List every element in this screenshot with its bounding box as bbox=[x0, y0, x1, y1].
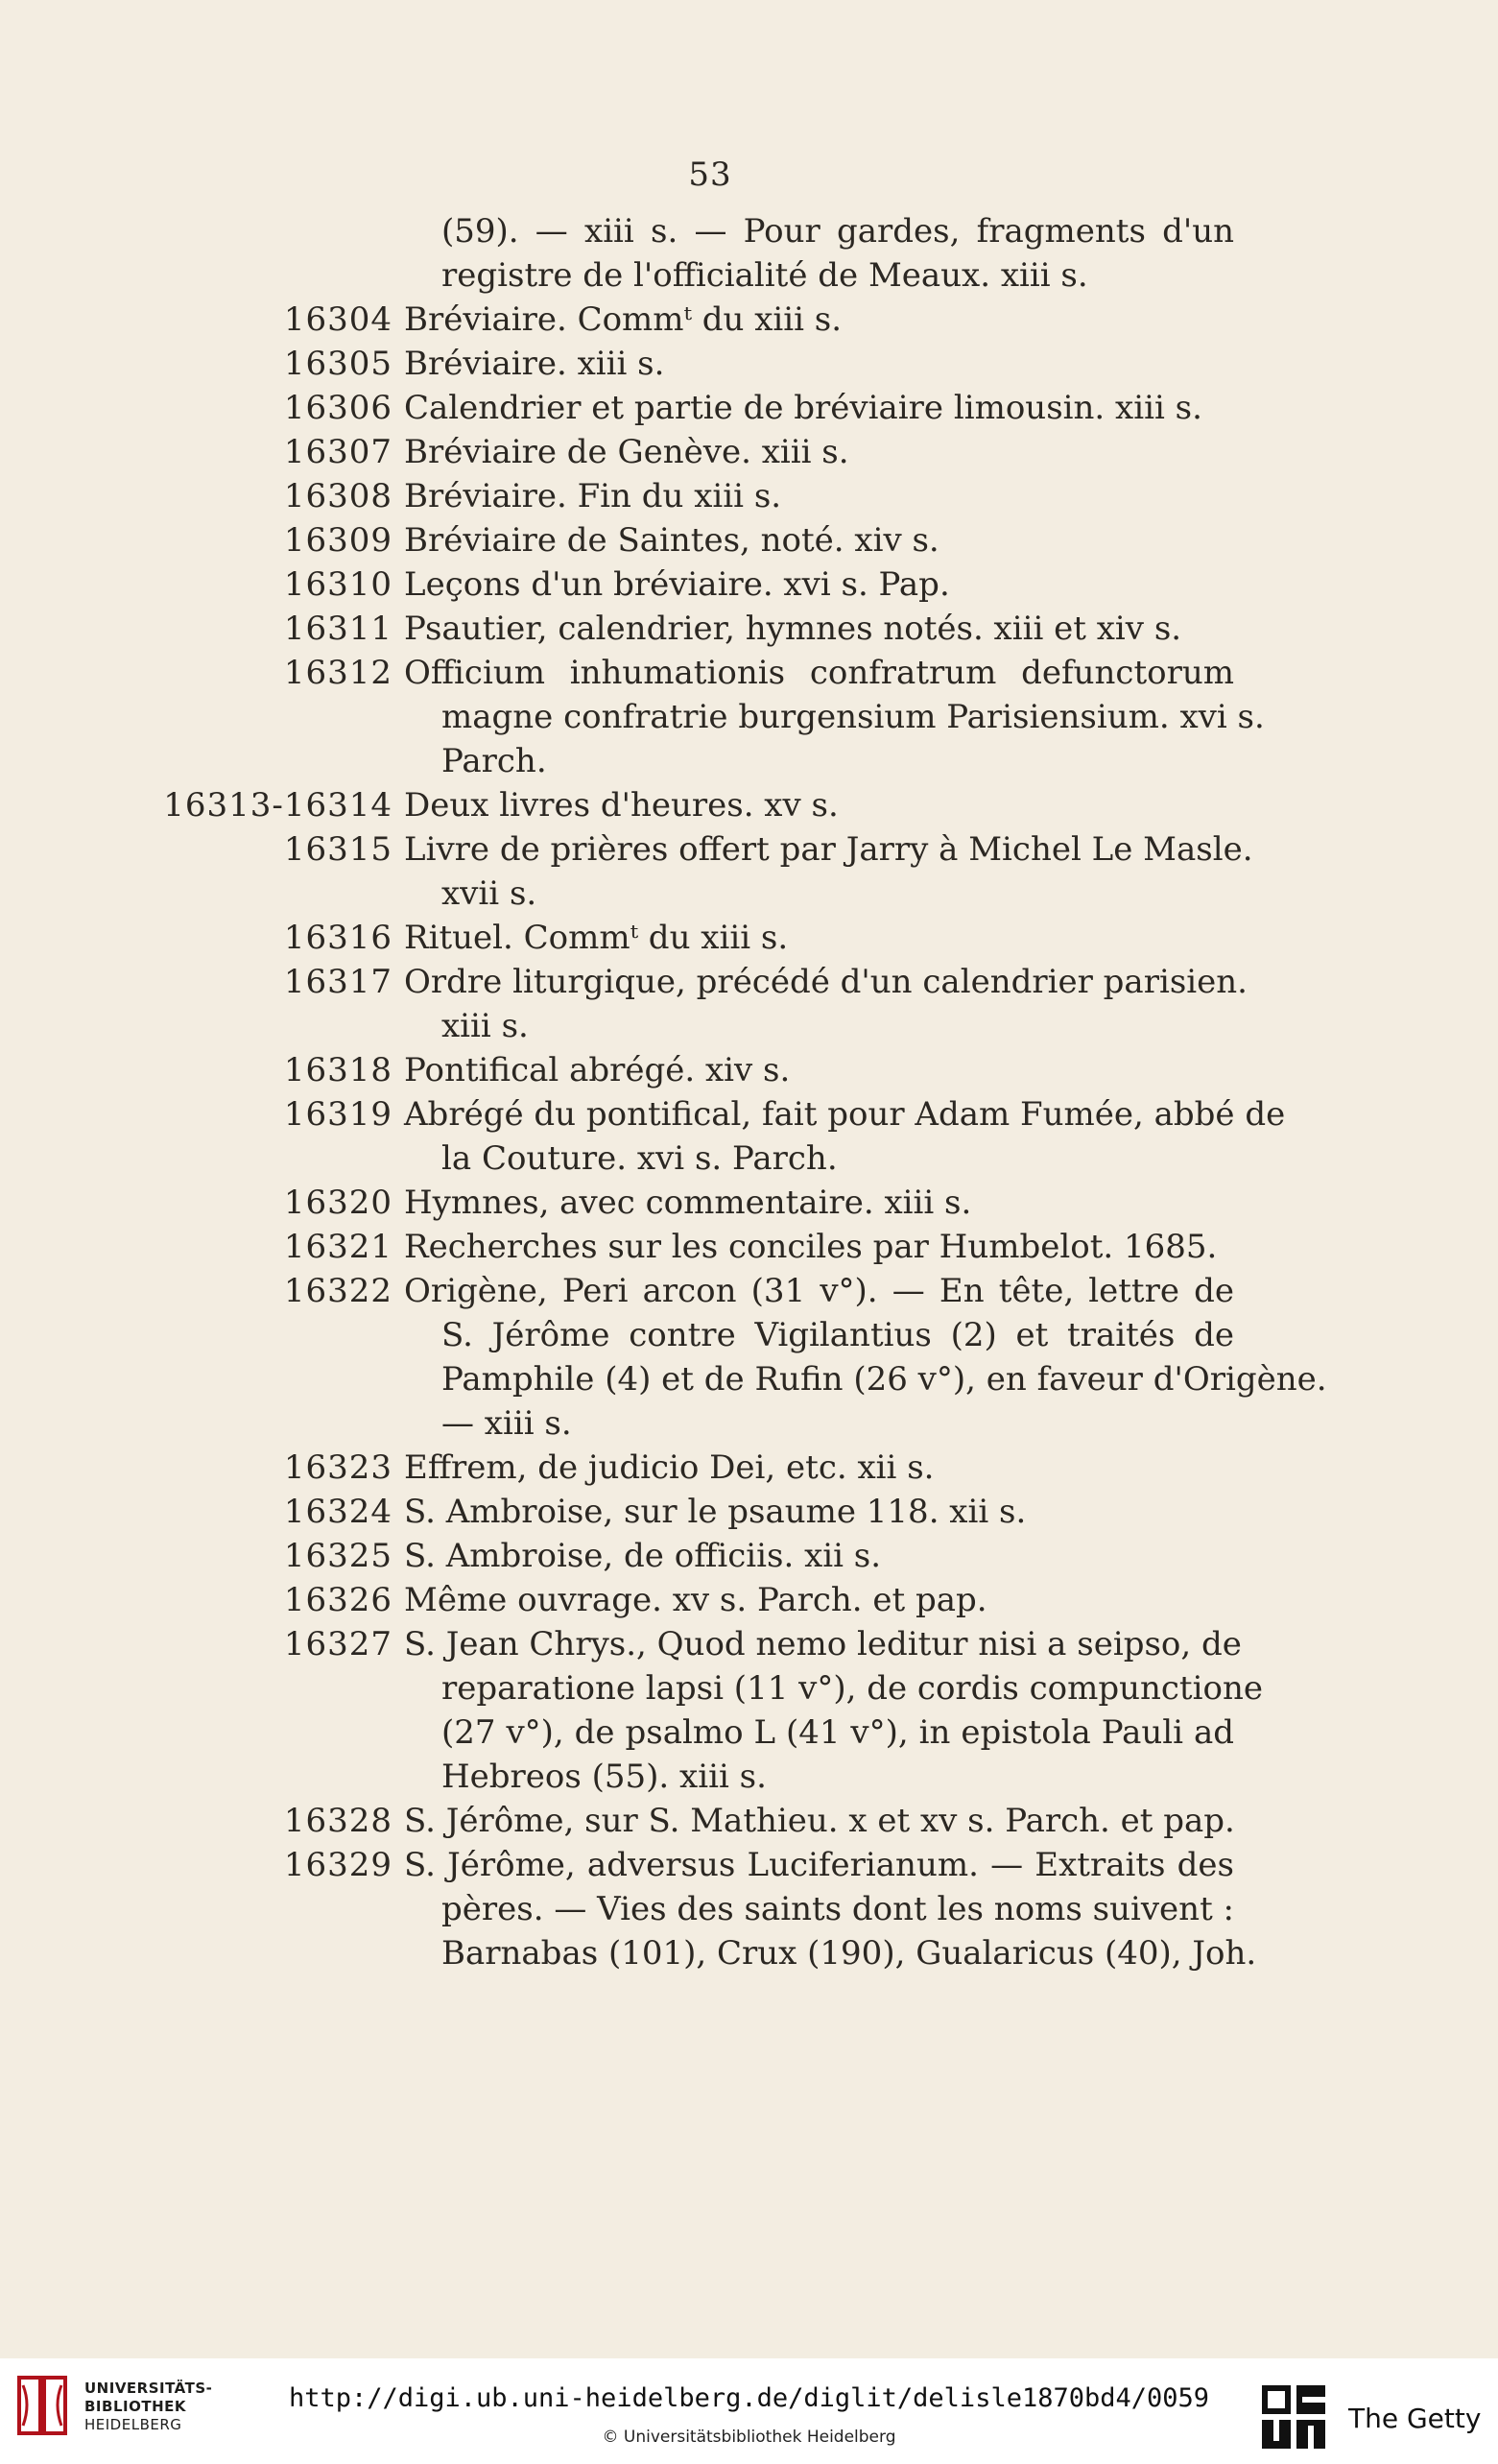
entry-number: 16320 bbox=[283, 1184, 392, 1222]
catalog-entry bbox=[0, 1048, 1498, 1092]
entry-text: Leçons d'un bréviaire. xvi s. Pap. bbox=[404, 565, 950, 604]
entry-continuation-line bbox=[0, 1004, 1498, 1048]
entry-text: pères. — Vies des saints dont les noms suivent : bbox=[441, 1890, 1234, 1928]
entry-number: 16308 bbox=[283, 477, 392, 515]
entry-number: 16325 bbox=[283, 1537, 392, 1575]
entry-number: 16304 bbox=[283, 300, 392, 339]
entry-text: S. Jérôme, adversus Luciferianum. — Extraits des bbox=[404, 1846, 1234, 1884]
catalog-entry bbox=[0, 1799, 1498, 1843]
entry-text: Ordre liturgique, précédé d'un calendrier parisien. bbox=[404, 963, 1248, 1001]
entry-number: 16309 bbox=[283, 521, 392, 560]
entry-number: 16322 bbox=[283, 1272, 392, 1310]
entry-text: Bréviaire. Fin du xiii s. bbox=[404, 477, 782, 515]
entry-text: reparatione lapsi (11 v°), de cordis compunctione bbox=[441, 1669, 1263, 1708]
entry-number: 16307 bbox=[283, 433, 392, 471]
entry-text: Hebreos (55). xiii s. bbox=[441, 1758, 767, 1796]
catalog-entry bbox=[0, 1446, 1498, 1490]
entry-number: 16326 bbox=[283, 1581, 392, 1619]
entry-text: Rituel. Commᵗ du xiii s. bbox=[404, 919, 789, 957]
catalog-entry bbox=[0, 1181, 1498, 1225]
entry-continuation-line bbox=[0, 872, 1498, 916]
copyright-notice: © Universitätsbibliothek Heidelberg bbox=[602, 2428, 896, 2447]
library-name-line2: BIBLIOTHEK bbox=[84, 2398, 186, 2415]
entry-text: Parch. bbox=[441, 742, 547, 780]
entry-text: S. Jérôme contre Vigilantius (2) et traités de bbox=[441, 1316, 1234, 1354]
entry-number: 16305 bbox=[283, 345, 392, 383]
entry-number: 16323 bbox=[283, 1448, 392, 1487]
catalog-entry bbox=[0, 916, 1498, 960]
entry-number: 16327 bbox=[283, 1625, 392, 1663]
entry-text: xiii s. bbox=[441, 1007, 529, 1045]
entry-continuation-line bbox=[0, 739, 1498, 783]
catalog-entry bbox=[0, 386, 1498, 430]
entry-number: 16316 bbox=[283, 919, 392, 957]
entry-text: Bréviaire. Commᵗ du xiii s. bbox=[404, 300, 843, 339]
catalog-entry bbox=[0, 1843, 1498, 1887]
catalog-entry bbox=[0, 1490, 1498, 1534]
library-name-line1: UNIVERSITÄTS- bbox=[84, 2380, 213, 2397]
catalog-entry bbox=[0, 1578, 1498, 1622]
entry-number: 16321 bbox=[283, 1228, 392, 1266]
entry-text: Même ouvrage. xv s. Parch. et pap. bbox=[404, 1581, 987, 1619]
entry-number: 16311 bbox=[283, 610, 392, 648]
entry-number: 16324 bbox=[283, 1493, 392, 1531]
catalog-entries bbox=[0, 209, 1498, 1975]
entry-text: Barnabas (101), Crux (190), Gualaricus (40), Joh. bbox=[441, 1934, 1257, 1973]
footer-bar bbox=[0, 2358, 1498, 2464]
catalog-entry bbox=[0, 562, 1498, 607]
getty-name: The Getty bbox=[1348, 2403, 1482, 2434]
entry-text: Recherches sur les conciles par Humbelot. 1685. bbox=[404, 1228, 1218, 1266]
entry-number: 16319 bbox=[283, 1095, 392, 1134]
entry-text: registre de l'officialité de Meaux. xiii s. bbox=[441, 256, 1088, 295]
entry-text: Pontifical abrégé. xiv s. bbox=[404, 1051, 791, 1089]
entry-text: (27 v°), de psalmo L (41 v°), in epistola Pauli ad bbox=[441, 1713, 1234, 1752]
entry-number: 16328 bbox=[283, 1802, 392, 1840]
entry-text: — xiii s. bbox=[441, 1404, 572, 1443]
entry-continuation-line bbox=[0, 695, 1498, 739]
entry-continuation-line bbox=[0, 1136, 1498, 1181]
catalog-entry bbox=[0, 607, 1498, 651]
entry-text: Deux livres d'heures. xv s. bbox=[404, 786, 839, 825]
entry-text: Psautier, calendrier, hymnes notés. xiii et xiv s. bbox=[404, 610, 1182, 648]
entry-text: Livre de prières offert par Jarry à Michel Le Masle. bbox=[404, 830, 1253, 869]
entry-number: 16312 bbox=[283, 654, 392, 692]
entry-text: Pamphile (4) et de Rufin (26 v°), en faveur d'Origène. bbox=[441, 1360, 1327, 1399]
catalog-entry bbox=[0, 518, 1498, 562]
catalog-entry bbox=[0, 783, 1498, 827]
entry-text: Hymnes, avec commentaire. xiii s. bbox=[404, 1184, 972, 1222]
entry-text: Officium inhumationis confratrum defunctorum bbox=[404, 654, 1234, 692]
entry-text: Effrem, de judicio Dei, etc. xii s. bbox=[404, 1448, 935, 1487]
entry-continuation-line bbox=[0, 1357, 1498, 1401]
catalog-entry bbox=[0, 1622, 1498, 1666]
entry-text: S. Ambroise, de officiis. xii s. bbox=[404, 1537, 882, 1575]
catalog-entry bbox=[0, 430, 1498, 474]
library-name-line3: HEIDELBERG bbox=[84, 2416, 182, 2433]
entry-text: Bréviaire de Genève. xiii s. bbox=[404, 433, 849, 471]
catalog-entry bbox=[0, 1092, 1498, 1136]
entry-number: 16313-16314 bbox=[163, 786, 392, 825]
entry-text: S. Jean Chrys., Quod nemo leditur nisi a seipso, de bbox=[404, 1625, 1242, 1663]
entry-continuation-line bbox=[0, 1887, 1498, 1931]
entry-continuation-line bbox=[0, 1401, 1498, 1446]
entry-text: Bréviaire de Saintes, noté. xiv s. bbox=[404, 521, 939, 560]
entry-continuation-line bbox=[0, 1710, 1498, 1755]
entry-text: magne confratrie burgensium Parisiensium. xvi s. bbox=[441, 698, 1265, 736]
entry-text: S. Jérôme, sur S. Mathieu. x et xv s. Parch. et pap. bbox=[404, 1802, 1235, 1840]
catalog-entry bbox=[0, 342, 1498, 386]
entry-number: 16318 bbox=[283, 1051, 392, 1089]
catalog-entry bbox=[0, 651, 1498, 695]
entry-text: la Couture. xvi s. Parch. bbox=[441, 1139, 838, 1178]
entry-number: 16310 bbox=[283, 565, 392, 604]
entry-number: 16329 bbox=[283, 1846, 392, 1884]
catalog-entry bbox=[0, 474, 1498, 518]
catalog-entry bbox=[0, 1225, 1498, 1269]
entry-text: Calendrier et partie de bréviaire limousin. xiii s. bbox=[404, 389, 1202, 427]
page-number: 53 bbox=[688, 155, 732, 194]
source-url-link[interactable]: http://digi.ub.uni-heidelberg.de/diglit/delisle1870bd4/0059 bbox=[288, 2383, 1210, 2413]
catalog-entry bbox=[0, 827, 1498, 872]
entry-continuation-line bbox=[0, 209, 1498, 253]
entry-number: 16317 bbox=[283, 963, 392, 1001]
entry-continuation-line bbox=[0, 1931, 1498, 1975]
entry-continuation-line bbox=[0, 1666, 1498, 1710]
entry-text: (59). — xiii s. — Pour gardes, fragments d'un bbox=[441, 212, 1234, 251]
entry-number: 16315 bbox=[283, 830, 392, 869]
entry-text: Abrégé du pontifical, fait pour Adam Fumée, abbé de bbox=[404, 1095, 1286, 1134]
getty-logo-icon bbox=[1260, 2383, 1327, 2451]
catalog-entry bbox=[0, 298, 1498, 342]
entry-text: xvii s. bbox=[441, 874, 537, 913]
entry-continuation-line bbox=[0, 1313, 1498, 1357]
entry-text: Bréviaire. xiii s. bbox=[404, 345, 665, 383]
entry-number: 16306 bbox=[283, 389, 392, 427]
catalog-entry bbox=[0, 960, 1498, 1004]
entry-text: Origène, Peri arcon (31 v°). — En tête, lettre de bbox=[404, 1272, 1234, 1310]
catalog-entry bbox=[0, 1534, 1498, 1578]
entry-text: S. Ambroise, sur le psaume 118. xii s. bbox=[404, 1493, 1027, 1531]
catalog-entry bbox=[0, 1269, 1498, 1313]
entry-continuation-line bbox=[0, 1755, 1498, 1799]
entry-continuation-line bbox=[0, 253, 1498, 298]
